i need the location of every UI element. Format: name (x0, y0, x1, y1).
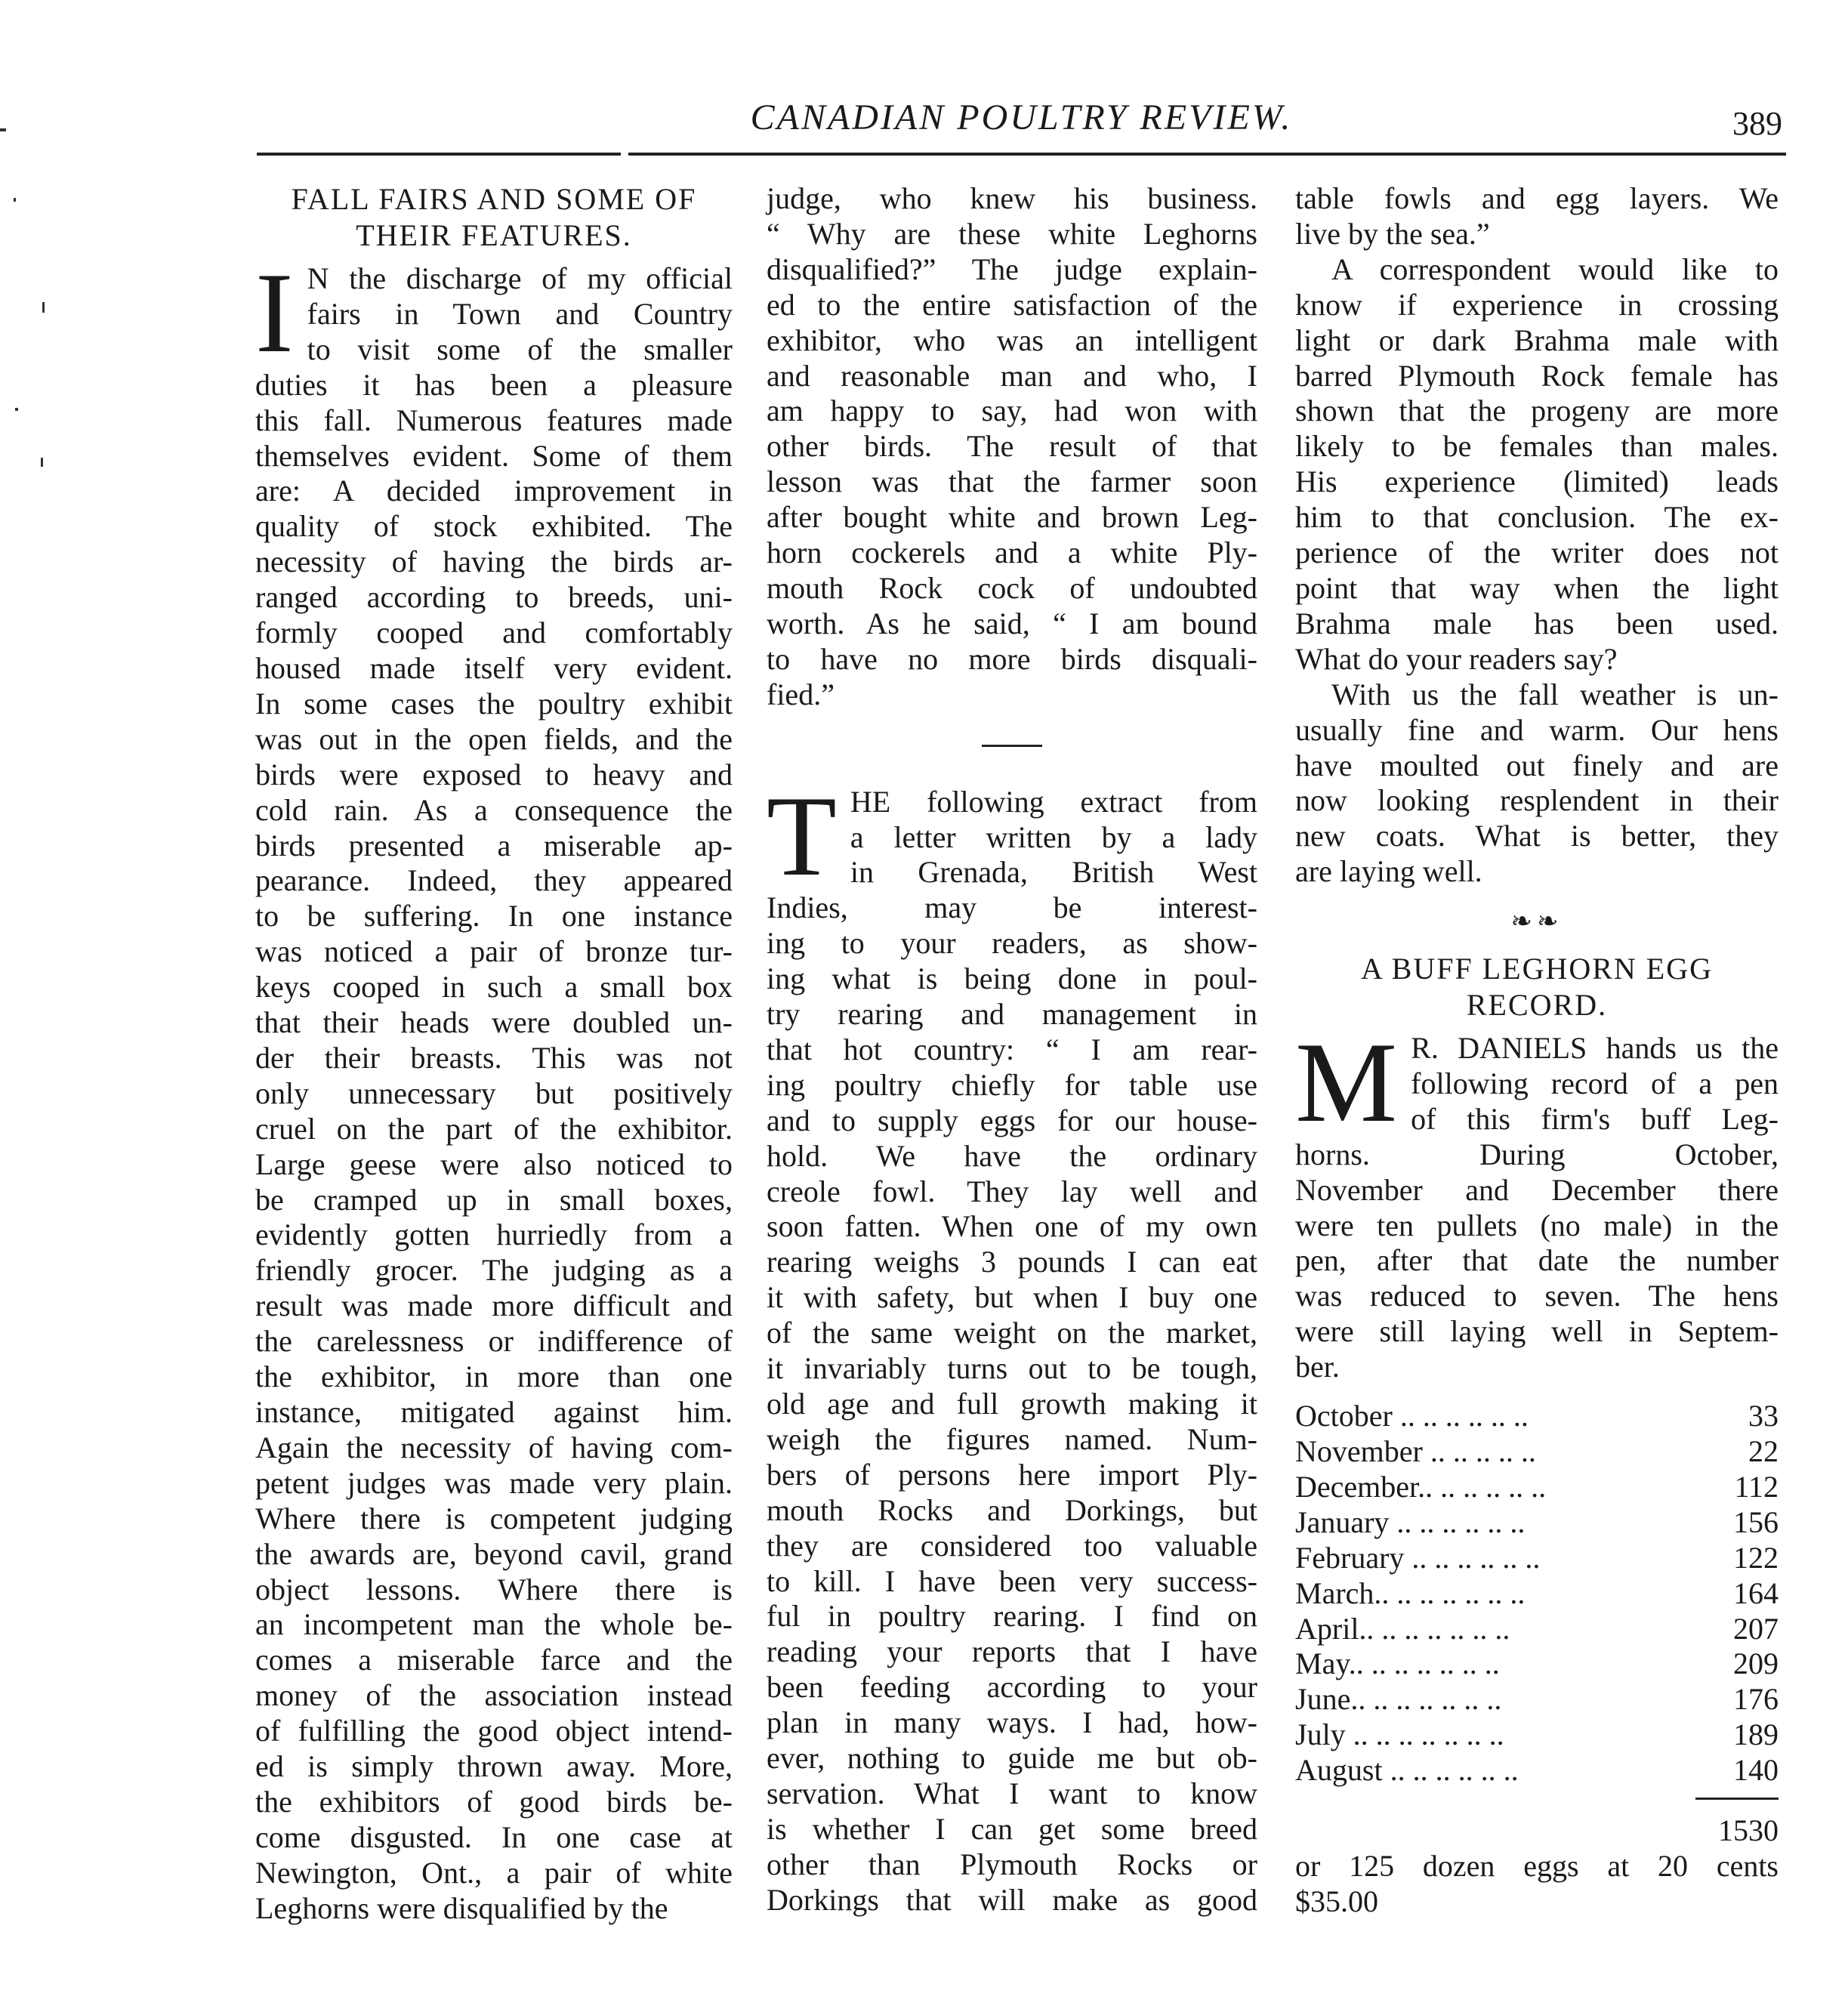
text-line: exhibitor, who was an intelligent (767, 322, 1257, 357)
text-line: mouth Rock cock of undoubted (767, 570, 1257, 605)
text-line: shown that the progeny are more (1295, 393, 1779, 428)
text-line: and reasonable man and who, I (767, 358, 1257, 393)
text-line: it invariably turns out to be tough, (767, 1351, 1257, 1386)
wrap-lines (767, 772, 1257, 927)
text-line: In some cases the poultry exhibit (255, 686, 733, 721)
text-line: now looking resplendent in their (1295, 783, 1779, 818)
text-line: be cramped up in small boxes, (255, 1182, 733, 1217)
text-line: this fall. Numerous features made (255, 403, 733, 437)
text-line: ing poultry chiefly for table use (767, 1067, 1257, 1102)
text-line: money of the association instead (255, 1678, 733, 1713)
text-line: ever, nothing to guide me but ob- (767, 1741, 1257, 1776)
text-line: comes a miserable farce and the (255, 1643, 733, 1677)
text-line: it with safety, but when I buy one (767, 1280, 1257, 1315)
letter-continuation (1295, 181, 1779, 252)
text-line: birds presented a miserable ap- (255, 828, 733, 863)
text-line: mouth Rocks and Dorkings, but (767, 1492, 1257, 1527)
text-line: of the same weight on the market, (767, 1316, 1257, 1350)
text-line: of this firm's buff Leg- (1411, 1101, 1779, 1136)
weather-paragraph (1295, 677, 1779, 890)
text-line: come disgusted. In one case at (255, 1819, 733, 1854)
eggs-cell: 122 (1733, 1540, 1779, 1575)
month-cell: June.. .. .. .. .. .. .. (1295, 1682, 1502, 1717)
text-line: the exhibitor, in more than one (255, 1359, 733, 1394)
eggs-cell: 209 (1733, 1646, 1779, 1681)
text-line: evidently gotten hurriedly from a (255, 1217, 733, 1252)
text-line: Indies, may be interest- (767, 890, 1257, 925)
table-row (1295, 1646, 1779, 1682)
table-row (1295, 1753, 1779, 1788)
header-rule (257, 153, 1786, 156)
text-line: usually fine and warm. Our hens (1295, 712, 1779, 747)
ornament: ❧❧ (1510, 908, 1563, 937)
text-line: was out in the open fields, and the (255, 721, 733, 756)
text-line: “ Why are these white Leghorns (767, 216, 1257, 251)
text-line: pearance. Indeed, they appeared (255, 863, 733, 898)
article-body-egg-record (1295, 1019, 1779, 1385)
drop-cap: M (1295, 1019, 1398, 1146)
text-line: weigh the figures named. Num- (767, 1421, 1257, 1456)
text-line: were still laying well in Septem- (1295, 1314, 1779, 1349)
month-cell: January .. .. .. .. .. .. (1295, 1504, 1526, 1539)
table-row (1295, 1682, 1779, 1717)
text-line: to be suffering. In one instance (255, 899, 733, 933)
eggs-cell: 207 (1733, 1611, 1779, 1646)
text-line: duties it has been a pleasure (255, 367, 733, 402)
text-line: Brahma male has been used. (1295, 606, 1779, 640)
month-cell: August .. .. .. .. .. .. (1295, 1753, 1519, 1788)
text-line: old age and full growth making it (767, 1387, 1257, 1421)
text-line: judge, who knew his business. (767, 181, 1257, 215)
text-line: a letter written by a lady (850, 819, 1257, 854)
eggs-cell: 156 (1733, 1504, 1779, 1539)
article-body-fall-fairs (255, 249, 733, 1927)
text-line: November and December there (1295, 1172, 1779, 1207)
text-line: is whether I can get some breed (767, 1811, 1257, 1846)
text-line: HE following extract from (850, 784, 1257, 819)
text-line: creole fowl. They lay well and (767, 1174, 1257, 1208)
section-separator (982, 745, 1042, 747)
text-line: table fowls and egg layers. We (1295, 181, 1779, 215)
text-line: the awards are, beyond cavil, grand (255, 1536, 733, 1571)
text-line: likely to be females than males. (1295, 429, 1779, 464)
text-line: point that way when the light (1295, 570, 1779, 605)
text-line: hold. We have the ordinary (767, 1138, 1257, 1173)
text-line: necessity of having the birds ar- (255, 545, 733, 579)
wrap-lines (255, 249, 733, 403)
text-line: try rearing and management in (767, 997, 1257, 1032)
text-line: am happy to say, had won with (767, 393, 1257, 428)
text-line: new coats. What is better, they (1295, 819, 1779, 853)
text-line: that their heads were doubled un- (255, 1005, 733, 1040)
text-line: worth. As he said, “ I am bound (767, 606, 1257, 640)
text-line: are laying well. (1295, 854, 1482, 889)
text-line: was noticed a pair of bronze tur- (255, 934, 733, 969)
egg-total: 1530 (1718, 1813, 1779, 1848)
closing-lines (1295, 1849, 1779, 1920)
text-line: rearing weighs 3 pounds I can eat (767, 1245, 1257, 1279)
text-line: ing what is being done in poul- (767, 961, 1257, 996)
eggs-cell: 164 (1733, 1575, 1779, 1610)
text-line: that hot country: “ I am rear- (767, 1032, 1257, 1066)
text-line: disqualified?” The judge explain- (767, 252, 1257, 286)
text-line: quality of stock exhibited. The (255, 509, 733, 544)
month-cell: May.. .. .. .. .. .. .. (1295, 1646, 1500, 1681)
page-number: 389 (1732, 105, 1782, 142)
month-cell: October .. .. .. .. .. .. (1295, 1399, 1529, 1433)
sum-rule (1695, 1798, 1779, 1800)
text-line: With us the fall weather is un- (1331, 677, 1779, 711)
table-row (1295, 1505, 1779, 1541)
column-2 (767, 181, 1257, 1918)
text-line: other birds. The result of that (767, 429, 1257, 464)
eggs-cell: 189 (1733, 1717, 1779, 1752)
correspondent-paragraph (1295, 252, 1779, 677)
body-lines (255, 403, 733, 1927)
text-line: Large geese were also noticed to (255, 1146, 733, 1181)
text-line: in Grenada, British West (850, 855, 1257, 890)
text-line: only unnecessary but positively (255, 1075, 733, 1110)
text-line: A correspondent would like to (1331, 252, 1779, 286)
text-line: N the discharge of my official (307, 261, 733, 295)
text-line: light or dark Brahma male with (1295, 322, 1779, 357)
text-line: after bought white and brown Leg- (767, 500, 1257, 535)
article-continuation (767, 181, 1257, 713)
article-body-grenada (767, 772, 1257, 1918)
text-line: following record of a pen (1411, 1066, 1779, 1100)
page-header (261, 97, 1782, 142)
text-line: friendly grocer. The judging as a (255, 1253, 733, 1288)
text-line: cold rain. As a consequence the (255, 792, 733, 827)
text-line: petent judges was made very plain. (255, 1465, 733, 1500)
text-line: was reduced to seven. The hens (1295, 1279, 1779, 1313)
text-line: ing to your readers, as show- (767, 926, 1257, 961)
text-line: His experience (limited) leads (1295, 464, 1779, 499)
drop-cap: I (255, 249, 294, 376)
text-line: servation. What I want to know (767, 1776, 1257, 1810)
text-line: result was made more difficult and (255, 1288, 733, 1323)
body-lines (767, 926, 1257, 1918)
egg-record-table (1295, 1399, 1779, 1788)
column-1 (255, 181, 733, 1927)
text-line: lesson was that the farmer soon (767, 464, 1257, 499)
text-line: Leghorns were disqualified by the (255, 1890, 668, 1925)
text-line: instance, mitigated against him. (255, 1395, 733, 1429)
table-row (1295, 1470, 1779, 1505)
text-line: know if experience in crossing (1295, 287, 1779, 322)
eggs-cell: 176 (1733, 1682, 1779, 1717)
text-line: ranged according to breeds, uni- (255, 580, 733, 615)
body-lines (1295, 1173, 1779, 1385)
text-line: der their breasts. This was not (255, 1040, 733, 1075)
text-line: cruel on the part of the exhibitor. (255, 1111, 733, 1146)
text-line: the exhibitors of good birds be- (255, 1784, 733, 1819)
text-line: the carelessness or indifference of (255, 1324, 733, 1359)
text-line: they are considered too valuable (767, 1528, 1257, 1563)
text-line: $35.00 (1295, 1884, 1378, 1918)
text-line: ed to the entire satisfaction of the (767, 287, 1257, 322)
table-row (1295, 1717, 1779, 1753)
month-cell: April.. .. .. .. .. .. .. (1295, 1611, 1510, 1646)
text-line: were ten pullets (no male) in the (1295, 1208, 1779, 1242)
eggs-cell: 33 (1748, 1399, 1779, 1433)
text-line: Again the necessity of having com- (255, 1430, 733, 1464)
table-row (1295, 1541, 1779, 1576)
text-line: to kill. I have been very success- (767, 1563, 1257, 1598)
text-line: to have no more birds disquali- (767, 641, 1257, 676)
drop-cap: T (767, 772, 837, 900)
text-line: plan in many ways. I had, how- (767, 1705, 1257, 1740)
running-title: CANADIAN POULTRY REVIEW. (750, 97, 1293, 137)
text-line: of fulfilling the good object intend- (255, 1714, 733, 1748)
eggs-cell: 22 (1748, 1434, 1779, 1468)
text-line: Dorkings that will make as good (767, 1882, 1257, 1917)
text-line: soon fatten. When one of my own (767, 1209, 1257, 1244)
text-line: ful in poultry rearing. I find on (767, 1599, 1257, 1634)
text-line: keys cooped in such a small box (255, 970, 733, 1004)
table-row (1295, 1434, 1779, 1470)
text-line: object lessons. Where there is (255, 1572, 733, 1606)
text-line: R. DANIELS hands us the (1411, 1031, 1779, 1066)
month-cell: November .. .. .. .. .. (1295, 1434, 1536, 1468)
text-line: reading your reports that I have (767, 1634, 1257, 1669)
text-line: him to that conclusion. The ex- (1295, 500, 1779, 535)
text-line: horns. During October, (1295, 1137, 1779, 1171)
text-line: have moulted out finely and are (1295, 748, 1779, 782)
text-line: What do your readers say? (1295, 641, 1618, 676)
text-line: an incompetent man the whole be- (255, 1607, 733, 1642)
column-3 (1295, 181, 1779, 1920)
text-line: ber. (1295, 1350, 1340, 1384)
text-line: are: A decided improvement in (255, 474, 733, 508)
text-line: themselves evident. Some of them (255, 438, 733, 473)
text-line: housed made itself very evident. (255, 650, 733, 685)
month-cell: December.. .. .. .. .. .. (1295, 1469, 1547, 1504)
eggs-cell: 112 (1734, 1469, 1779, 1504)
text-line: birds were exposed to heavy and (255, 757, 733, 792)
table-row (1295, 1399, 1779, 1434)
text-line: or 125 dozen eggs at 20 cents (1295, 1848, 1779, 1883)
text-line: bers of persons here import Ply- (767, 1457, 1257, 1492)
text-line: fied.” (767, 677, 835, 711)
text-line: and to supply eggs for our house- (767, 1103, 1257, 1137)
month-cell: July .. .. .. .. .. .. .. (1295, 1717, 1504, 1752)
text-line: Where there is competent judging (255, 1501, 733, 1535)
text-line: perience of the writer does not (1295, 535, 1779, 570)
text-line: been feeding according to your (767, 1670, 1257, 1705)
text-line: pen, after that date the number (1295, 1243, 1779, 1278)
text-line: formly cooped and comfortably (255, 616, 733, 650)
article-heading-fall-fairs: FALL FAIRS AND SOME OF THEIR FEATURES. (291, 182, 697, 252)
text-line: fairs in Town and Country (307, 296, 733, 331)
text-line: to visit some of the smaller (307, 332, 733, 366)
table-row (1295, 1612, 1779, 1647)
text-line: live by the sea.” (1295, 216, 1490, 251)
eggs-cell: 140 (1733, 1753, 1779, 1788)
text-line: ed is simply thrown away. More, (255, 1749, 733, 1784)
month-cell: February .. .. .. .. .. .. (1295, 1540, 1541, 1575)
text-line: barred Plymouth Rock female has (1295, 358, 1779, 393)
text-line: other than Plymouth Rocks or (767, 1847, 1257, 1881)
table-row (1295, 1576, 1779, 1612)
month-cell: March.. .. .. .. .. .. .. (1295, 1575, 1526, 1610)
text-line: horn cockerels and a white Ply- (767, 535, 1257, 570)
article-heading-egg-record: A BUFF LEGHORN EGG RECORD. (1360, 952, 1714, 1023)
text-line: Newington, Ont., a pair of white (255, 1855, 733, 1890)
